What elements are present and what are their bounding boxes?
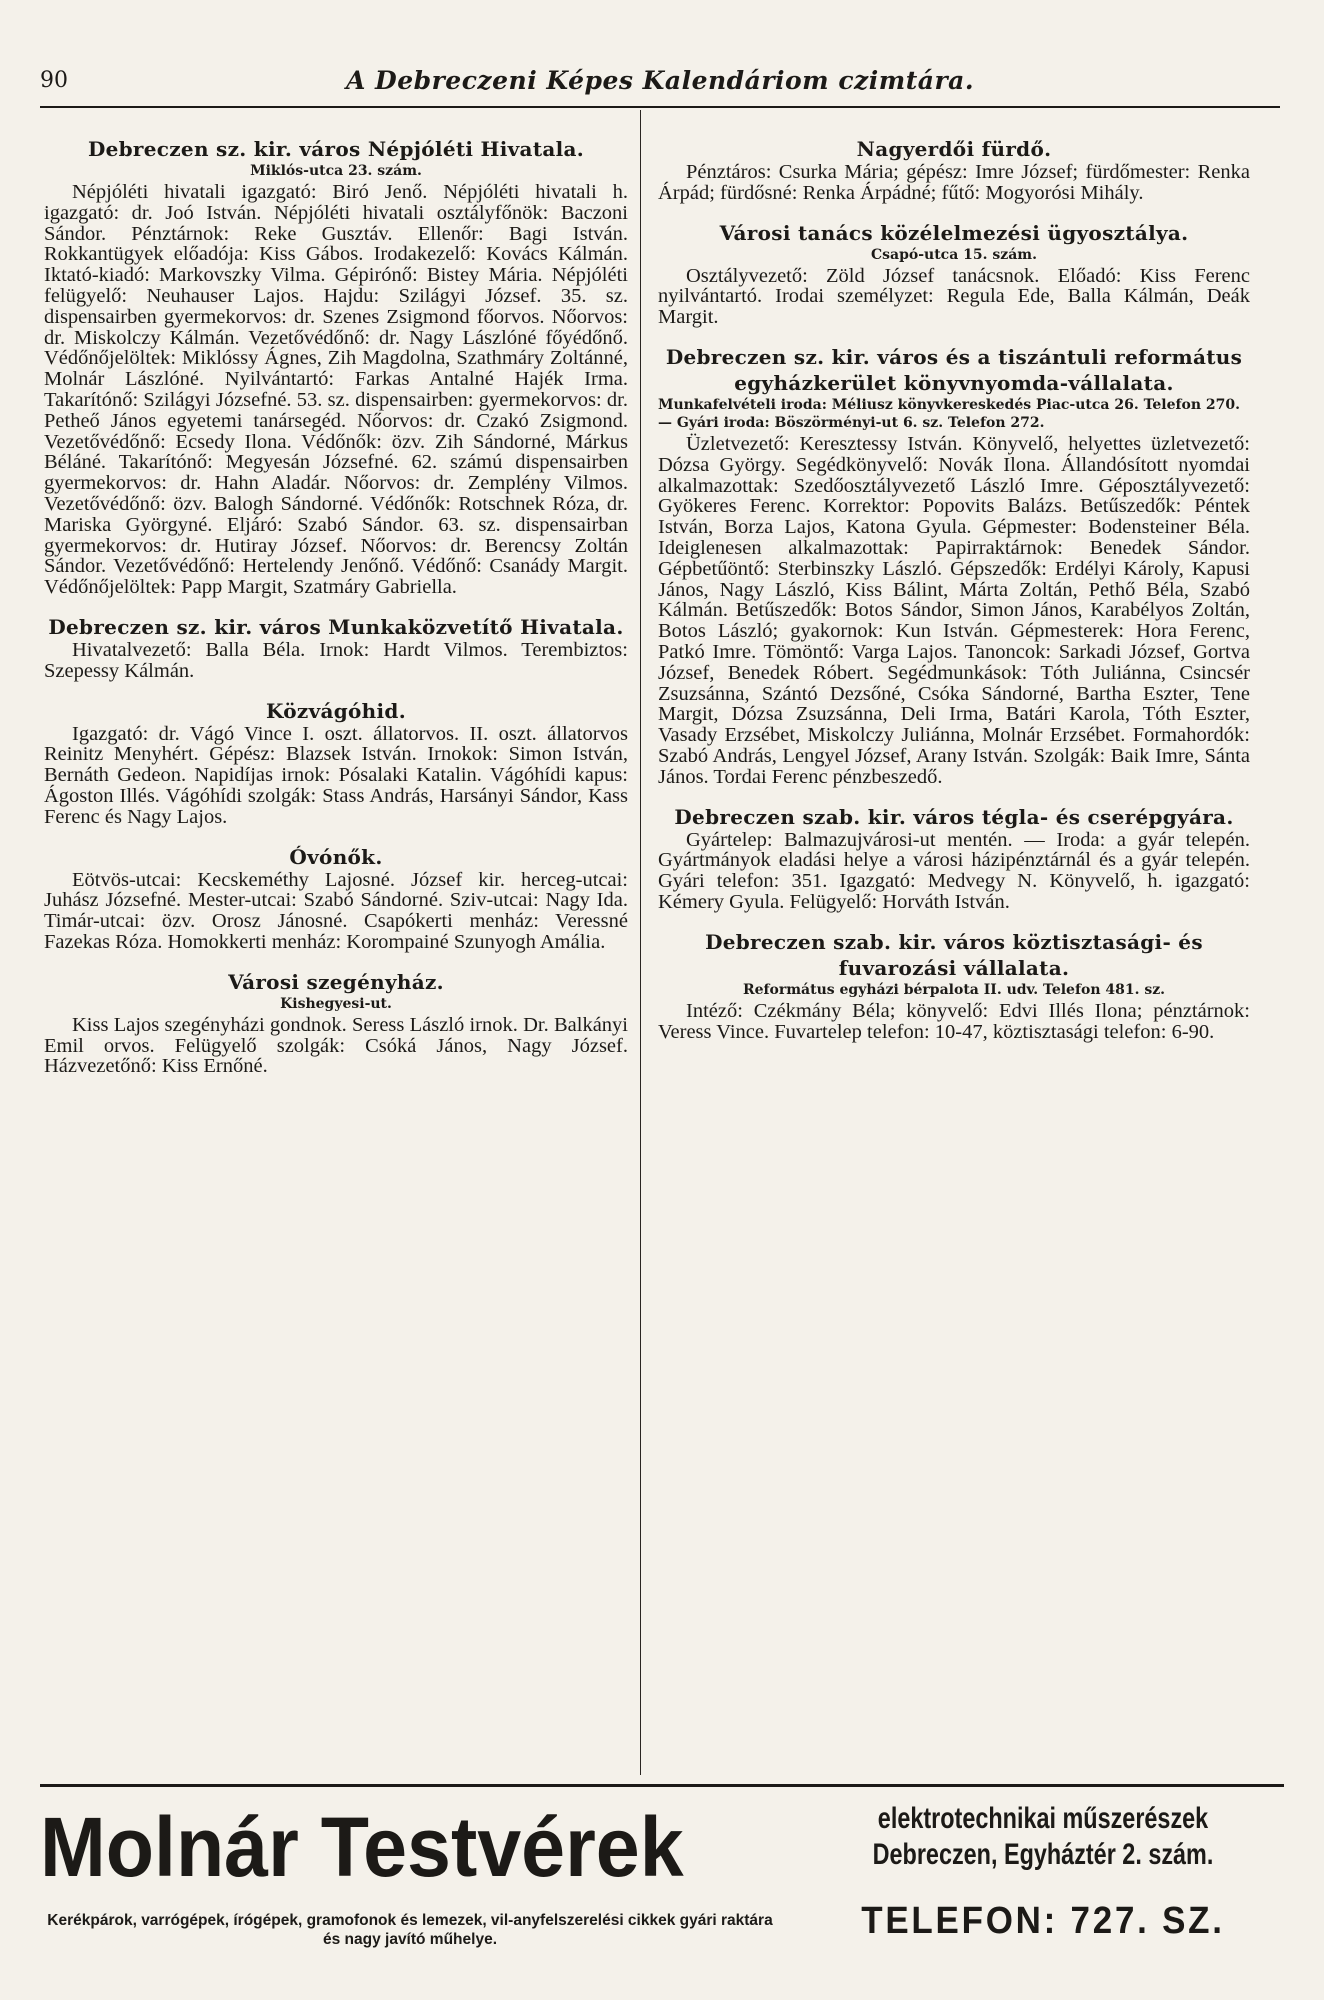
column-divider bbox=[640, 110, 641, 1775]
ad-address: Debreczen, Egyháztér 2. szám. bbox=[872, 1838, 1214, 1871]
section-text: Igazgató: dr. Vágó Vince I. oszt. állatorvos. II. oszt. állatorvos Reinitz Menyhért. Gépész: Blazsek István. Irnokok: Simon István, Bernáth Gedeon. Napidíjas irnok: Pósalaki Katalin. Vágóhídi kapus: Ágoston Illés. Vágóhídi szolgák: Stass András, Harsányi Sándor, Kass Ferenc és Nagy Lajos. bbox=[44, 722, 628, 828]
section-text: Üzletvezető: Keresztessy István. Könyvelő, helyettes üzletvezető: Dózsa György. Segédkönyvelő: Novák Ilona. Állandósított nyomdai alkalmazottak: Szedőosztályvezető László Imre. Géposztályvezető: Gyökeres Ferenc. Korrektor: Popovits Balázs. Betűszedők: Péntek István, Borza Lajos, Katona Gyula. Gépmester: Bodensteiner Béla. Ideiglenesen alkalmazottak: Papirraktárnok: Benedek Sándor. Gépbetűöntő: Sterbinszky László. Gépszedők: Erdélyi Károly, Kapusi János, Nagy László, Kiss Bálint, Márta Zoltán, Pethő Béla, Szabó Kálmán. Betűszedők: Botos Sándor, Simon János, Karabélyos Zoltán, Botos László; gyakornok: Kun István. Gépmesterek: Hora Ferenc, Patkó Imre. Tömöntő: Varga Lajos. Tanoncok: Sarkadi József, Gortva József, Benedek Róbert. Segédmunkások: Tóth Juliánna, Csincsér Zsuzsánna, Szántó Dezsőné, Csóka Sándorné, Bartha Eszter, Tene Margit, Dózsa Zsuzsánna, Deli Irma, Batári Karola, Tóth Eszter, Vasady Erzsébet, Miskolczy Juliánna, Molnár Erzsébet. Formahordók: Szabó András, Lengyel József, Arany István. Szolgák: Baik Imre, Sánta János. Tordai Ferenc pénzbeszedő. bbox=[658, 432, 1250, 788]
section-szegenyhaz bbox=[44, 969, 628, 1077]
section-title: Közvágóhid. bbox=[266, 698, 406, 723]
section-text: Osztályvezető: Zöld József tanácsnok. Előadó: Kiss Ferenc nyilvántartó. Irodai személyzet: Regula Ede, Balla Kálmán, Deák Margit. bbox=[658, 264, 1250, 329]
ad-trade: elektrotechnikai műszerészek bbox=[877, 1802, 1209, 1835]
section-text: Intéző: Czékmány Béla; könyvelő: Edvi Illés Ilona; pénztárnok: Veress Vince. Fuvartelep telefon: 10-47, köztisztasági telefon: 6-90. bbox=[658, 999, 1250, 1043]
section-munkakozvetito bbox=[44, 614, 628, 682]
ad-company-name: Molnár Testvérek bbox=[40, 1800, 684, 1894]
ad-products: Kerékpárok, varrógépek, írógépek, gramofonok és lemezek, vil-anyfelszerelési cikkek gyári raktára és nagy javító műhelye. bbox=[47, 1912, 773, 1948]
section-koztisztasag bbox=[658, 929, 1250, 1043]
section-title: Városi tanács közélelmezési ügyosztálya. bbox=[719, 220, 1189, 245]
section-address: Miklós-utca 23. szám. bbox=[250, 163, 422, 179]
section-title: Debreczen sz. kir. város Munkaközvetítő Hivatala. bbox=[48, 614, 624, 639]
running-head bbox=[40, 66, 1280, 108]
advertisement bbox=[40, 1784, 1284, 1987]
section-title: Debreczen szab. kir. város tégla- és cserépgyára. bbox=[674, 804, 1234, 829]
section-address: Református egyházi bérpalota II. udv. Telefon 481. sz. bbox=[742, 981, 1166, 998]
section-ovonok bbox=[44, 844, 628, 953]
section-text: Gyártelep: Balmazujvárosi-ut mentén. — Iroda: a gyár telepén. Gyártmányok eladási helye a városi házipénztárnál és a gyár telepén. Gyári telefon: 351. Igazgató: Medvegy N. Könyvelő, h. igazgató: Kémery Gyula. Felügyelő: Horváth István. bbox=[658, 828, 1250, 913]
section-title: Debreczen sz. kir. város Népjóléti Hivatala. bbox=[87, 137, 585, 161]
section-title: Városi szegényház. bbox=[228, 969, 444, 994]
section-title: Debreczen szab. kir. város köztisztasági- és fuvarozási vállalata. bbox=[705, 929, 1203, 980]
section-konyvnyomda bbox=[658, 344, 1250, 788]
ad-contact bbox=[798, 1801, 1288, 1943]
ad-phone: TELEFON: 727. SZ. bbox=[861, 1900, 1225, 1942]
right-column bbox=[658, 136, 1250, 1058]
section-kozelelmezes bbox=[658, 220, 1250, 328]
section-text: Kiss Lajos szegényházi gondnok. Seress László irnok. Dr. Balkányi Emil orvos. Felügyelő szolgák: Csóká János, Nagy József. Házvezetőnő: Kiss Ernőné. bbox=[44, 1013, 628, 1078]
left-column bbox=[44, 136, 628, 1093]
section-text: Hivatalvezető: Balla Béla. Irnok: Hardt Vilmos. Terembiztos: Szepessy Kálmán. bbox=[44, 638, 628, 682]
section-kozvagohid bbox=[44, 698, 628, 828]
section-nagyerdoi-furdo bbox=[658, 136, 1250, 204]
section-title: Nagyerdői fürdő. bbox=[856, 137, 1052, 161]
section-nepjoleti-hivatal bbox=[44, 136, 628, 598]
page-number: 90 bbox=[40, 68, 68, 93]
section-text: Népjóléti hivatali igazgató: Biró Jenő. Népjóléti hivatali h. igazgató: dr. Joó István. Népjóléti hivatali osztályfőnök: Baczoni Sándor. Pénztárnok: Reke Gusztáv. Ellenőr: Bagi István. Rokkantügyek előadója: Kiss Gábos. Irodakezelő: Kovács Kálmán. Iktató-kiadó: Markovszky Vilma. Gépirónő: Bistey Mária. Népjóléti felügyelő: Neuhauser Lajos. Hajdu: Szilágyi József. 35. sz. dispensairben gyermekorvos: dr. Szenes Zsigmond főorvos. Nőorvos: dr. Miskolczy Kálmán. Vezetővédőnő: dr. Nagy Lászlóné főyédőnő. Védőnőjelöltek: Miklóssy Ágnes, Zih Magdolna, Szathmáry Zoltánné, Molnár Lászlóné. Nyilvántartó: Farkas Antalné Hajék Irma. Takarítónő: Szilágyi Józsefné. 53. sz. dispensairben: gyermekorvos: dr. Petheő János egyetemi tanársegéd. Nőorvos: dr. Czakó Zsigmond. Vezetővédőnő: Ecsedy Ilona. Védőnők: özv. Zih Sándorné, Márkus Béláné. Takarítónő: Megyesán Józsefné. 62. számú dispensairben gyermekorvos: dr. Hahn Aladár. Nőorvos: dr. Zemplény Vilmos. Vezetővédőnő: özv. Balogh Sándorné. Védőnők: Rotschnek Róza, dr. Mariska Györgyné. Eljáró: Szabó Sándor. 63. sz. dispensairban gyermekorvos: dr. Hutiray József. Nőorvos: dr. Berencsy Zoltán Sándor. Vezetővédőnő: Hertelendy Jenőnő. Védőnő: Csanády Margit. Védőnőjelöltek: Papp Margit, Szatmáry Gabriella. bbox=[44, 181, 628, 599]
section-text: Pénztáros: Csurka Mária; gépész: Imre József; fürdőmester: Renka Árpád; fürdősné: Renka Árpádné; fűtő: Mogyorósi Mihály. bbox=[658, 161, 1250, 204]
section-address: Csapó-utca 15. szám. bbox=[871, 246, 1037, 263]
section-title: Óvónők. bbox=[289, 844, 383, 869]
section-teglagyar bbox=[658, 804, 1250, 913]
section-address: Munkafelvételi iroda: Méliusz könyvkereskedés Piac-utca 26. Telefon 270. — Gyári iroda: Böszörményi-ut 6. sz. Telefon 272. bbox=[658, 396, 1241, 431]
section-address: Kishegyesi-ut. bbox=[280, 995, 392, 1012]
section-title: Debreczen sz. kir. város és a tiszántuli református egyházkerület könyvnyomda-vállalata. bbox=[665, 344, 1243, 395]
section-text: Eötvös-utcai: Kecskeméthy Lajosné. József kir. herceg-utcai: Juhász Józsefné. Mester-utcai: Szabó Sándorné. Sziv-utcai: Nagy Ida. Timár-utcai: özv. Orosz Jánosné. Csapókerti menház: Veressné Fazekas Róza. Homokkerti menház: Korompainé Szunyogh Amália. bbox=[44, 868, 628, 953]
running-title: A Debreczeni Képes Kalendáriom czimtára. bbox=[345, 66, 975, 95]
